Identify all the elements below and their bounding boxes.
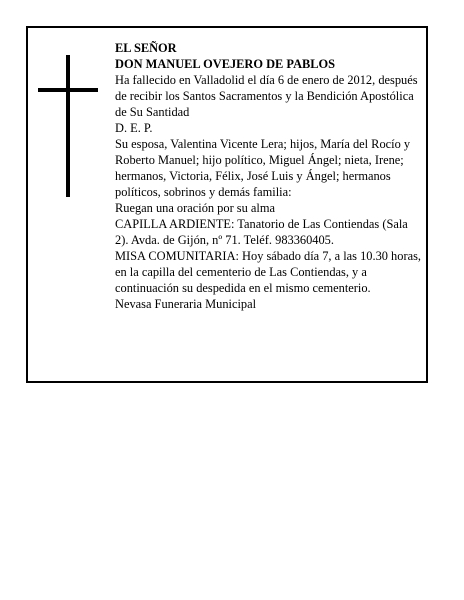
obituary-text xyxy=(115,40,423,312)
obituary-notice xyxy=(26,26,428,383)
chapel-info: CAPILLA ARDIENTE: Tanatorio de Las Contiendas (Sala 2). Avda. de Gijón, nº 71. Teléf. 983360405. xyxy=(115,217,408,247)
family-list: Su esposa, Valentina Vicente Lera; hijos, María del Rocío y Roberto Manuel; hijo político, Miguel Ángel; nieta, Irene; hermanos, Victoria, Félix, José Luis y Ángel; hermanos políticos, sobrinos y demás familia: xyxy=(115,137,411,199)
cross-horizontal-bar xyxy=(38,88,98,92)
title-honorific: EL SEÑOR xyxy=(115,41,177,55)
mass-info: MISA COMUNITARIA: Hoy sábado día 7, a las 10.30 horas, en la capilla del cementerio de Las Contiendas, y a continuación su despedida en el mismo cementerio. xyxy=(115,249,421,295)
funeral-home: Nevasa Funeraria Municipal xyxy=(115,297,257,311)
prayer-request: Ruegan una oración por su alma xyxy=(115,201,275,215)
death-notice: Ha fallecido en Valladolid el día 6 de enero de 2012, después de recibir los Santos Sacramentos y la Bendición Apostólica de Su Santidad xyxy=(115,73,418,119)
deceased-name: DON MANUEL OVEJERO DE PABLOS xyxy=(115,57,336,71)
cross-vertical-bar xyxy=(66,55,70,197)
cross-icon xyxy=(38,55,98,197)
dep-line: D. E. P. xyxy=(115,121,153,135)
